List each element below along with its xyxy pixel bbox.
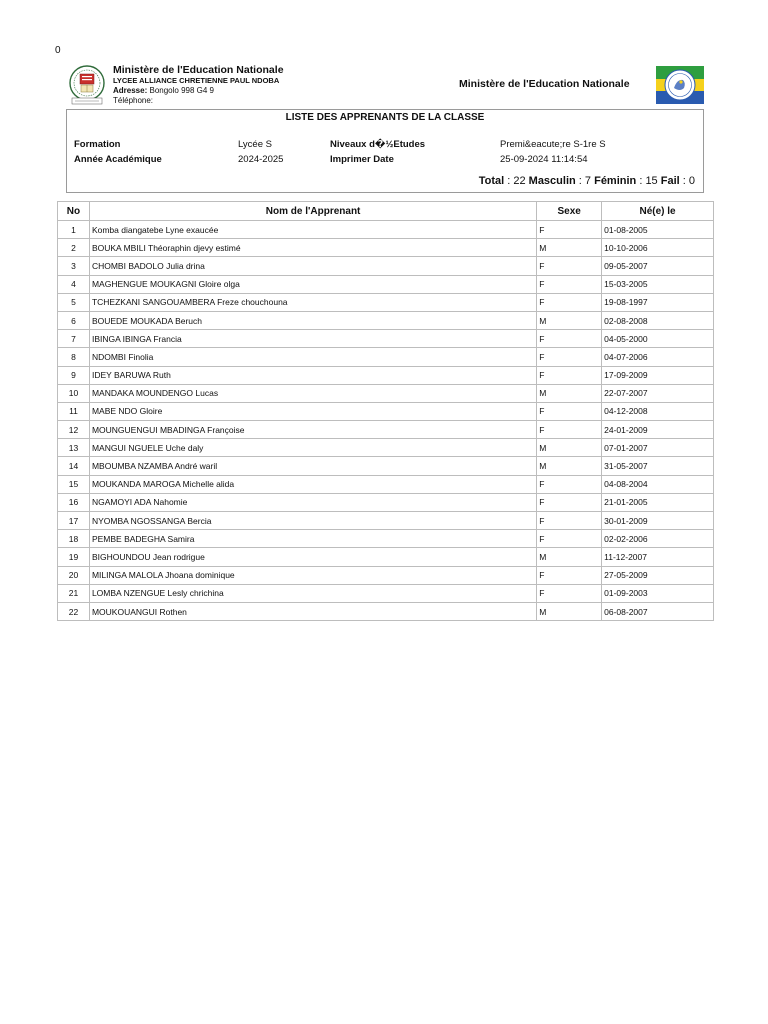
student-birthdate: 02-08-2008 — [602, 311, 714, 329]
row-number: 10 — [58, 384, 90, 402]
students-table — [57, 201, 714, 621]
student-birthdate: 31-05-2007 — [602, 457, 714, 475]
address-value: Bongolo 998 G4 9 — [149, 86, 214, 95]
table-row — [58, 366, 714, 384]
student-name: MAGHENGUE MOUKAGNI Gloire olga — [89, 275, 536, 293]
student-name: Komba diangatebe Lyne exaucée — [89, 221, 536, 239]
row-number: 12 — [58, 421, 90, 439]
row-number: 21 — [58, 584, 90, 602]
school-address — [113, 86, 284, 96]
student-birthdate: 04-05-2000 — [602, 330, 714, 348]
table-row — [58, 493, 714, 511]
student-name: NYOMBA NGOSSANGA Bercia — [89, 512, 536, 530]
student-sex: F — [537, 221, 602, 239]
student-birthdate: 19-08-1997 — [602, 293, 714, 311]
table-row — [58, 293, 714, 311]
student-name: NDOMBI Finolia — [89, 348, 536, 366]
student-birthdate: 02-02-2006 — [602, 530, 714, 548]
formation-label: Formation — [74, 139, 121, 150]
student-sex: M — [537, 457, 602, 475]
table-header-row — [58, 202, 714, 221]
student-sex: M — [537, 548, 602, 566]
student-name: BOUEDE MOUKADA Beruch — [89, 311, 536, 329]
niveaux-value: Premi&eacute;re S-1re S — [500, 139, 606, 150]
row-number: 22 — [58, 602, 90, 620]
masculin-value: 7 — [584, 175, 592, 187]
student-sex: F — [537, 421, 602, 439]
student-birthdate: 04-07-2006 — [602, 348, 714, 366]
row-number: 1 — [58, 221, 90, 239]
student-name: LOMBA NZENGUE Lesly chrichina — [89, 584, 536, 602]
table-row — [58, 384, 714, 402]
student-birthdate: 22-07-2007 — [602, 384, 714, 402]
row-number: 14 — [58, 457, 90, 475]
row-number: 19 — [58, 548, 90, 566]
student-sex: F — [537, 493, 602, 511]
row-number: 3 — [58, 257, 90, 275]
student-sex: F — [537, 293, 602, 311]
table-row — [58, 221, 714, 239]
student-birthdate: 15-03-2005 — [602, 275, 714, 293]
row-number: 20 — [58, 566, 90, 584]
student-name: BIGHOUNDOU Jean rodrigue — [89, 548, 536, 566]
student-name: IBINGA IBINGA Francia — [89, 330, 536, 348]
table-row — [58, 566, 714, 584]
student-birthdate: 10-10-2006 — [602, 239, 714, 257]
student-name: PEMBE BADEGHA Samira — [89, 530, 536, 548]
column-header-birthdate: Né(e) le — [602, 202, 714, 221]
page-number: 0 — [55, 45, 61, 56]
student-birthdate: 04-08-2004 — [602, 475, 714, 493]
student-sex: M — [537, 439, 602, 457]
student-sex: M — [537, 239, 602, 257]
total-label: Total — [478, 175, 505, 187]
row-number: 16 — [58, 493, 90, 511]
ministry-right-title: Ministère de l'Education Nationale — [459, 78, 630, 90]
row-number: 6 — [58, 311, 90, 329]
document-header — [66, 64, 706, 106]
school-logo-icon — [66, 64, 108, 106]
table-row — [58, 548, 714, 566]
student-sex: F — [537, 566, 602, 584]
table-row — [58, 439, 714, 457]
feminin-value: 15 — [645, 175, 658, 187]
student-sex: F — [537, 348, 602, 366]
student-sex: F — [537, 402, 602, 420]
student-name: BOUKA MBILI Théoraphin djevy estimé — [89, 239, 536, 257]
table-row — [58, 584, 714, 602]
student-name: NGAMOYI ADA Nahomie — [89, 493, 536, 511]
masculin-label: Masculin — [528, 175, 576, 187]
student-birthdate: 01-08-2005 — [602, 221, 714, 239]
column-header-no: No — [58, 202, 90, 221]
formation-value: Lycée S — [238, 139, 272, 150]
table-row — [58, 257, 714, 275]
table-row — [58, 530, 714, 548]
row-number: 18 — [58, 530, 90, 548]
annee-label: Année Académique — [74, 154, 162, 165]
annee-value: 2024-2025 — [238, 154, 284, 165]
student-sex: M — [537, 384, 602, 402]
student-name: CHOMBI BADOLO Julia drina — [89, 257, 536, 275]
student-name: MABE NDO Gloire — [89, 402, 536, 420]
student-name: MOUNGUENGUI MBADINGA Françoise — [89, 421, 536, 439]
student-name: TCHEZKANI SANGOUAMBERA Freze chouchouna — [89, 293, 536, 311]
table-row — [58, 602, 714, 620]
student-sex: F — [537, 530, 602, 548]
table-row — [58, 348, 714, 366]
student-sex: F — [537, 584, 602, 602]
student-name: IDEY BARUWA Ruth — [89, 366, 536, 384]
student-birthdate: 21-01-2005 — [602, 493, 714, 511]
ministry-title: Ministère de l'Education Nationale — [113, 64, 284, 76]
row-number: 7 — [58, 330, 90, 348]
student-birthdate: 24-01-2009 — [602, 421, 714, 439]
class-info-panel — [66, 109, 704, 193]
class-list-title: LISTE DES APPRENANTS DE LA CLASSE — [285, 112, 485, 123]
row-number: 5 — [58, 293, 90, 311]
table-row — [58, 402, 714, 420]
student-sex: F — [537, 475, 602, 493]
address-label: Adresse: — [113, 86, 148, 95]
feminin-label: Féminin — [594, 175, 637, 187]
table-row — [58, 239, 714, 257]
row-number: 17 — [58, 512, 90, 530]
row-number: 15 — [58, 475, 90, 493]
row-number: 11 — [58, 402, 90, 420]
student-birthdate: 01-09-2003 — [602, 584, 714, 602]
student-name: MOUKOUANGUI Rothen — [89, 602, 536, 620]
student-sex: M — [537, 602, 602, 620]
fail-value: 0 — [688, 175, 695, 187]
student-sex: F — [537, 257, 602, 275]
column-header-name: Nom de l'Apprenant — [89, 202, 536, 221]
student-birthdate: 30-01-2009 — [602, 512, 714, 530]
column-header-sex: Sexe — [537, 202, 602, 221]
student-name: MANDAKA MOUNDENGO Lucas — [89, 384, 536, 402]
table-row — [58, 330, 714, 348]
student-birthdate: 09-05-2007 — [602, 257, 714, 275]
row-number: 4 — [58, 275, 90, 293]
fail-label: Fail — [660, 175, 680, 187]
phone-label: Téléphone: — [113, 96, 154, 105]
student-sex: F — [537, 366, 602, 384]
student-birthdate: 17-09-2009 — [602, 366, 714, 384]
row-number: 8 — [58, 348, 90, 366]
imprimer-value: 25-09-2024 11:14:54 — [500, 154, 588, 165]
student-birthdate: 04-12-2008 — [602, 402, 714, 420]
school-name: LYCEE ALLIANCE CHRETIENNE PAUL NDOBA — [113, 76, 280, 85]
student-sex: F — [537, 330, 602, 348]
table-row — [58, 457, 714, 475]
imprimer-label: Imprimer Date — [330, 154, 394, 165]
table-body — [58, 221, 714, 621]
student-birthdate: 07-01-2007 — [602, 439, 714, 457]
row-number: 9 — [58, 366, 90, 384]
student-name: MBOUMBA NZAMBA André waril — [89, 457, 536, 475]
table-row — [58, 275, 714, 293]
total-value: 22 — [513, 175, 526, 187]
student-sex: M — [537, 311, 602, 329]
student-sex: F — [537, 512, 602, 530]
student-sex: F — [537, 275, 602, 293]
table-row — [58, 512, 714, 530]
table-row — [58, 421, 714, 439]
totals-summary: Total : 22 Masculin : 7 Féminin : 15 Fail : 0 — [478, 175, 695, 187]
gabon-flag-emblem-icon — [656, 66, 704, 104]
niveaux-label: Niveaux d�½Etudes — [330, 139, 426, 150]
row-number: 2 — [58, 239, 90, 257]
student-name: MOUKANDA MAROGA Michelle alida — [89, 475, 536, 493]
student-birthdate: 11-12-2007 — [602, 548, 714, 566]
row-number: 13 — [58, 439, 90, 457]
student-name: MANGUI NGUELE Uche daly — [89, 439, 536, 457]
student-birthdate: 06-08-2007 — [602, 602, 714, 620]
student-name: MILINGA MALOLA Jhoana dominique — [89, 566, 536, 584]
student-birthdate: 27-05-2009 — [602, 566, 714, 584]
table-row — [58, 311, 714, 329]
table-row — [58, 475, 714, 493]
